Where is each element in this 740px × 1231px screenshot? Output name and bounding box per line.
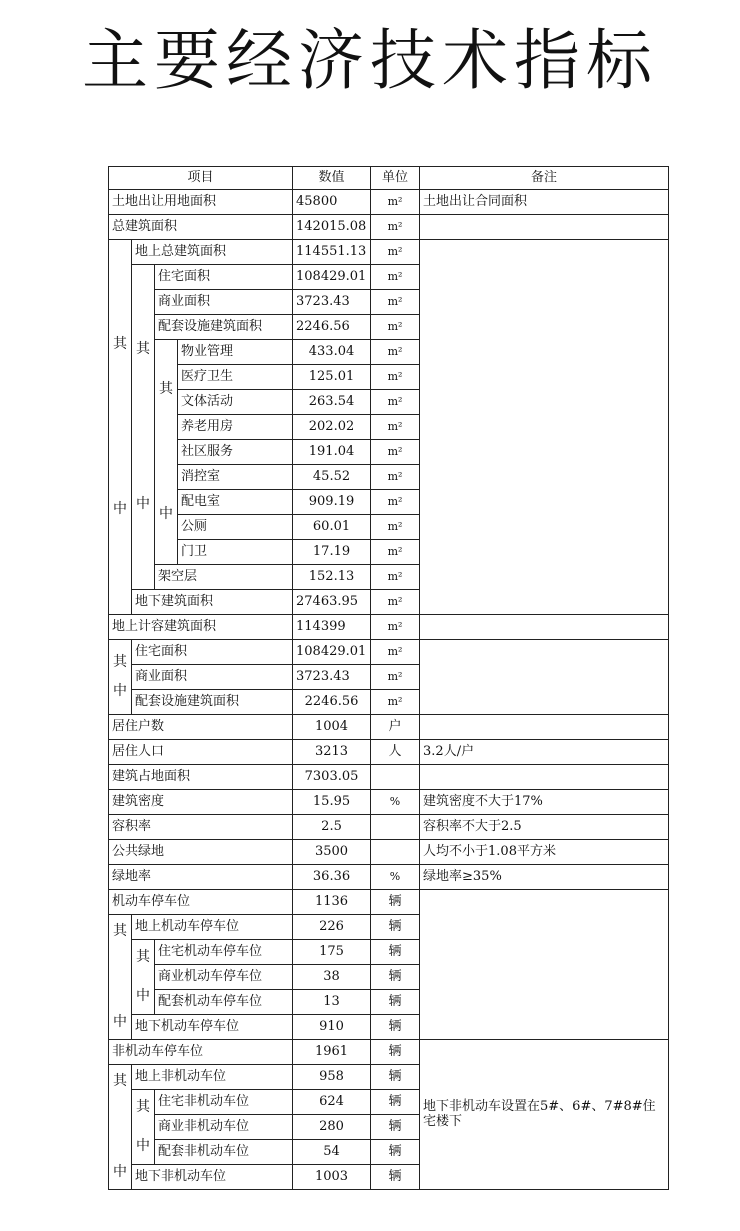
row-label: 文体活动 <box>178 390 293 415</box>
row-label: 住宅面积 <box>132 640 293 665</box>
table-row <box>109 190 669 215</box>
row-value: 175 <box>293 940 371 965</box>
row-value: 114399 <box>293 615 371 640</box>
row-unit: 辆 <box>371 990 420 1015</box>
row-unit: m² <box>371 565 420 590</box>
row-unit: m² <box>371 340 420 365</box>
row-label: 居住人口 <box>109 740 293 765</box>
row-note-empty <box>420 240 669 615</box>
row-label: 商业机动车停车位 <box>155 965 293 990</box>
row-unit: m² <box>371 590 420 615</box>
row-value: 3723.43 <box>293 665 371 690</box>
row-unit: m² <box>371 215 420 240</box>
row-value: 202.02 <box>293 415 371 440</box>
row-unit: % <box>371 865 420 890</box>
row-note: 绿地率≥35% <box>420 865 669 890</box>
row-value: 142015.08 <box>293 215 371 240</box>
row-unit: % <box>371 790 420 815</box>
row-value: 36.36 <box>293 865 371 890</box>
table-row <box>109 715 669 740</box>
row-note <box>420 765 669 790</box>
row-value: 958 <box>293 1065 371 1090</box>
row-label: 配套设施建筑面积 <box>155 315 293 340</box>
row-unit: 辆 <box>371 1015 420 1040</box>
row-unit <box>371 815 420 840</box>
row-unit: m² <box>371 440 420 465</box>
row-label: 公厕 <box>178 515 293 540</box>
row-value: 3723.43 <box>293 290 371 315</box>
row-value: 108429.01 <box>293 640 371 665</box>
row-label: 地上总建筑面积 <box>132 240 293 265</box>
row-unit: 户 <box>371 715 420 740</box>
row-unit: m² <box>371 465 420 490</box>
bike-note: 地下非机动车设置在5#、6#、7#8#住宅楼下 <box>420 1040 669 1190</box>
row-label: 居住户数 <box>109 715 293 740</box>
row-label: 配套非机动车位 <box>155 1140 293 1165</box>
header-unit: 单位 <box>371 167 420 190</box>
row-note <box>420 215 669 240</box>
table-row <box>109 640 669 665</box>
row-value: 54 <box>293 1140 371 1165</box>
row-label: 公共绿地 <box>109 840 293 865</box>
row-unit: 辆 <box>371 1040 420 1065</box>
page-title: 主要经济技术指标 <box>82 22 658 99</box>
row-unit: m² <box>371 540 420 565</box>
row-label: 社区服务 <box>178 440 293 465</box>
table-row <box>109 865 669 890</box>
row-value: 108429.01 <box>293 265 371 290</box>
row-label: 消控室 <box>178 465 293 490</box>
row-unit: 辆 <box>371 1140 420 1165</box>
row-value: 152.13 <box>293 565 371 590</box>
row-label: 养老用房 <box>178 415 293 440</box>
row-value: 125.01 <box>293 365 371 390</box>
row-value: 1003 <box>293 1165 371 1190</box>
row-label: 商业面积 <box>132 665 293 690</box>
side-label-qizhong: 其 中 <box>109 240 132 615</box>
row-label: 绿地率 <box>109 865 293 890</box>
row-label: 容积率 <box>109 815 293 840</box>
row-unit: m² <box>371 190 420 215</box>
row-value: 45.52 <box>293 465 371 490</box>
row-unit: m² <box>371 415 420 440</box>
row-unit: 辆 <box>371 1115 420 1140</box>
row-unit: m² <box>371 640 420 665</box>
row-value: 191.04 <box>293 440 371 465</box>
parking-note <box>420 890 669 1040</box>
row-unit: m² <box>371 515 420 540</box>
row-value: 17.19 <box>293 540 371 565</box>
row-value: 263.54 <box>293 390 371 415</box>
row-value: 910 <box>293 1015 371 1040</box>
row-value: 1136 <box>293 890 371 915</box>
table-row <box>109 890 669 915</box>
side-label-qizhong: 其 中 <box>109 640 132 715</box>
table-row <box>109 790 669 815</box>
row-unit: m² <box>371 365 420 390</box>
row-unit: 辆 <box>371 965 420 990</box>
row-label: 地上非机动车位 <box>132 1065 293 1090</box>
row-unit: m² <box>371 665 420 690</box>
row-label: 地上计容建筑面积 <box>109 615 293 640</box>
row-value: 909.19 <box>293 490 371 515</box>
row-value: 7303.05 <box>293 765 371 790</box>
row-note-empty <box>420 640 669 715</box>
row-value: 3213 <box>293 740 371 765</box>
row-unit: m² <box>371 390 420 415</box>
row-note <box>420 615 669 640</box>
row-value: 2.5 <box>293 815 371 840</box>
side-label-qizhong: 其 中 <box>132 1090 155 1165</box>
side-label-qizhong: 其 中 <box>109 915 132 1040</box>
row-label: 住宅面积 <box>155 265 293 290</box>
row-label: 商业非机动车位 <box>155 1115 293 1140</box>
header-value: 数值 <box>293 167 371 190</box>
row-label: 医疗卫生 <box>178 365 293 390</box>
row-value: 1961 <box>293 1040 371 1065</box>
row-label: 住宅非机动车位 <box>155 1090 293 1115</box>
indicator-table <box>108 166 669 1190</box>
side-label-qizhong: 其 中 <box>132 265 155 590</box>
row-value: 624 <box>293 1090 371 1115</box>
row-label: 地下非机动车位 <box>132 1165 293 1190</box>
row-value: 3500 <box>293 840 371 865</box>
row-unit: m² <box>371 690 420 715</box>
row-value: 38 <box>293 965 371 990</box>
row-value: 1004 <box>293 715 371 740</box>
row-unit: m² <box>371 240 420 265</box>
row-unit <box>371 765 420 790</box>
row-label: 地上机动车停车位 <box>132 915 293 940</box>
row-unit: m² <box>371 290 420 315</box>
row-label: 架空层 <box>155 565 293 590</box>
row-note: 建筑密度不大于17% <box>420 790 669 815</box>
row-unit: 辆 <box>371 940 420 965</box>
table-row <box>109 240 669 265</box>
header-row <box>109 167 669 190</box>
row-label: 非机动车停车位 <box>109 1040 293 1065</box>
row-unit: 辆 <box>371 1065 420 1090</box>
side-label-qizhong: 其 中 <box>155 340 178 565</box>
row-value: 2246.56 <box>293 690 371 715</box>
table-row <box>109 765 669 790</box>
row-unit: m² <box>371 315 420 340</box>
row-label: 建筑密度 <box>109 790 293 815</box>
row-unit: m² <box>371 265 420 290</box>
row-unit: m² <box>371 615 420 640</box>
row-label: 地下机动车停车位 <box>132 1015 293 1040</box>
table-row <box>109 1040 669 1065</box>
side-label-qizhong: 其 中 <box>109 1065 132 1190</box>
row-label: 商业面积 <box>155 290 293 315</box>
row-unit: 辆 <box>371 890 420 915</box>
row-note: 人均不小于1.08平方米 <box>420 840 669 865</box>
table-row <box>109 740 669 765</box>
row-value: 226 <box>293 915 371 940</box>
row-value: 114551.13 <box>293 240 371 265</box>
row-label: 配套机动车停车位 <box>155 990 293 1015</box>
header-item: 项目 <box>109 167 293 190</box>
table-row <box>109 215 669 240</box>
row-value: 280 <box>293 1115 371 1140</box>
table-row <box>109 840 669 865</box>
row-value: 15.95 <box>293 790 371 815</box>
row-label: 物业管理 <box>178 340 293 365</box>
row-note: 容积率不大于2.5 <box>420 815 669 840</box>
row-unit: 人 <box>371 740 420 765</box>
row-value: 433.04 <box>293 340 371 365</box>
row-label: 配套设施建筑面积 <box>132 690 293 715</box>
side-label-qizhong: 其 中 <box>132 940 155 1015</box>
row-label: 总建筑面积 <box>109 215 293 240</box>
row-label: 住宅机动车停车位 <box>155 940 293 965</box>
row-label: 配电室 <box>178 490 293 515</box>
row-unit <box>371 840 420 865</box>
row-note: 土地出让合同面积 <box>420 190 669 215</box>
row-unit: 辆 <box>371 915 420 940</box>
row-unit: 辆 <box>371 1165 420 1190</box>
row-note <box>420 715 669 740</box>
row-value: 60.01 <box>293 515 371 540</box>
table-row <box>109 815 669 840</box>
row-note: 3.2人/户 <box>420 740 669 765</box>
row-value: 13 <box>293 990 371 1015</box>
row-value: 27463.95 <box>293 590 371 615</box>
row-unit: m² <box>371 490 420 515</box>
row-value: 45800 <box>293 190 371 215</box>
header-note: 备注 <box>420 167 669 190</box>
row-value: 2246.56 <box>293 315 371 340</box>
row-label: 门卫 <box>178 540 293 565</box>
row-label: 土地出让用地面积 <box>109 190 293 215</box>
table-row <box>109 615 669 640</box>
row-label: 建筑占地面积 <box>109 765 293 790</box>
row-label: 地下建筑面积 <box>132 590 293 615</box>
row-label: 机动车停车位 <box>109 890 293 915</box>
row-unit: 辆 <box>371 1090 420 1115</box>
